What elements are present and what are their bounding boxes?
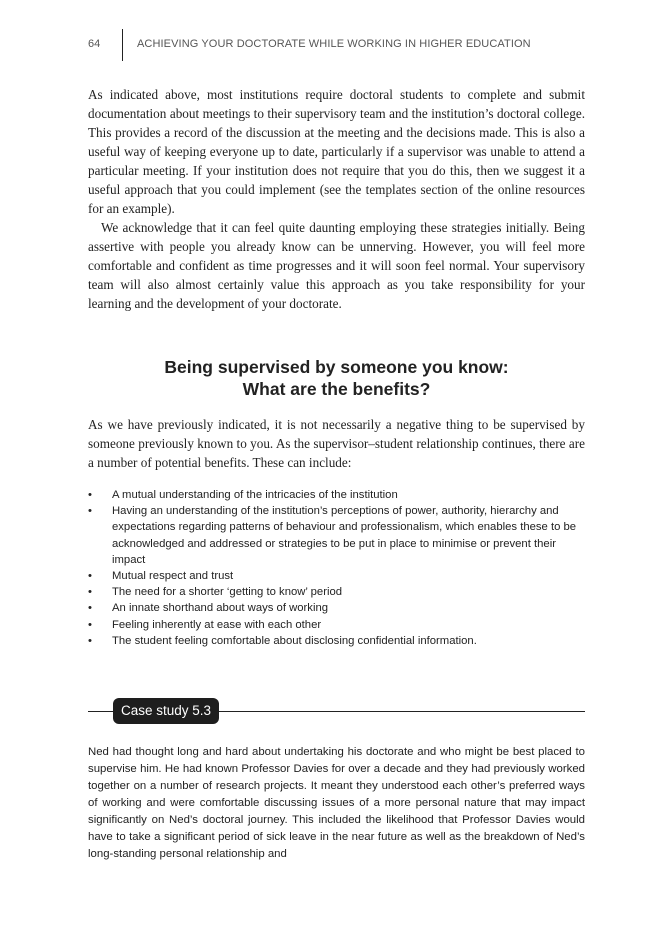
list-item [88,503,585,568]
section-heading-line-1: Being supervised by someone you know: [164,357,509,377]
intro-paragraph-2: We acknowledge that it can feel quite daunting employing these strategies initially. Being assertive with people you already know can be unnerving. However, you will feel more comfortable and confident as time progresses and it will soon feel normal. Your supervisory team will also almost certainly value this approach as you take responsibility for your learning and the development of your doctorate. [88,220,585,311]
list-item [88,487,585,503]
bullet-icon: • [88,634,92,647]
bullet-icon: • [88,505,92,518]
list-item-text: Feeling inherently at ease with each other [112,618,322,631]
section-intro-paragraph: As we have previously indicated, it is not necessarily a negative thing to be supervised by someone previously known to you. As the supervisor–student relationship continues, there are a number of potential benefits. These can include: [88,417,585,470]
benefits-list [88,487,585,649]
list-item [88,600,585,616]
bullet-icon: • [88,586,92,599]
list-item-text: Mutual respect and trust [112,570,234,583]
page-header [0,0,650,60]
bullet-icon: • [88,570,92,583]
case-study-text [88,744,585,863]
header-divider [122,29,123,61]
section-heading [88,356,585,400]
list-item-text: An innate shorthand about ways of working [112,602,329,615]
section-heading-line-2: What are the benefits? [242,379,431,399]
bullet-icon: • [88,618,92,631]
intro-paragraph-1: As indicated above, most institutions require doctoral students to complete and submit documentation about meetings to their supervisory team and the institution’s doctoral college. This provides a record of the discussion at the meeting and the decisions made. This is also a useful way of keeping everyone up to date, particularly if a supervisor was unable to attend a particular meeting. If your institution does not require that you do this, then we suggest it a useful approach that you could implement (see the templates section of the online resources for an example). [88,87,585,216]
section-intro [88,415,585,472]
list-item-text: A mutual understanding of the intricacies of the institution [112,489,398,501]
list-item-text: Having an understanding of the institution’s perceptions of power, authority, hierarchy and expectations regarding patterns of behaviour and professionalism, which enables these to be acknowledged and addressed or strategies to be put in place to minimise or prevent their impact [112,505,577,566]
bullet-icon: • [88,602,92,615]
case-study-label: Case study 5.3 [113,698,219,724]
case-study-paragraph: Ned had thought long and hard about undertaking his doctorate and who might be best placed to supervise him. He had known Professor Davies for over a decade and they had previously worked together on a number of research projects. It meant they understood each other’s preferred ways of working and were comfortable discussing issues of a more personal nature that may impact significantly on Ned’s doctoral journey. This included the likelihood that Professor Davies would have to take a significant period of sick leave in the near future as well as the breakdown of Ned’s long-standing personal relationship and [88,746,585,860]
list-item [88,617,585,633]
list-item [88,584,585,600]
page-number: 64 [88,38,101,50]
list-item-text: The student feeling comfortable about disclosing confidential information. [112,634,477,647]
running-head: ACHIEVING YOUR DOCTORATE WHILE WORKING IN HIGHER EDUCATION [137,38,531,50]
bullet-icon: • [88,489,92,501]
list-item-text: The need for a shorter ‘getting to know’ period [112,586,343,599]
list-item [88,633,585,649]
intro-text [88,85,585,313]
list-item [88,568,585,584]
